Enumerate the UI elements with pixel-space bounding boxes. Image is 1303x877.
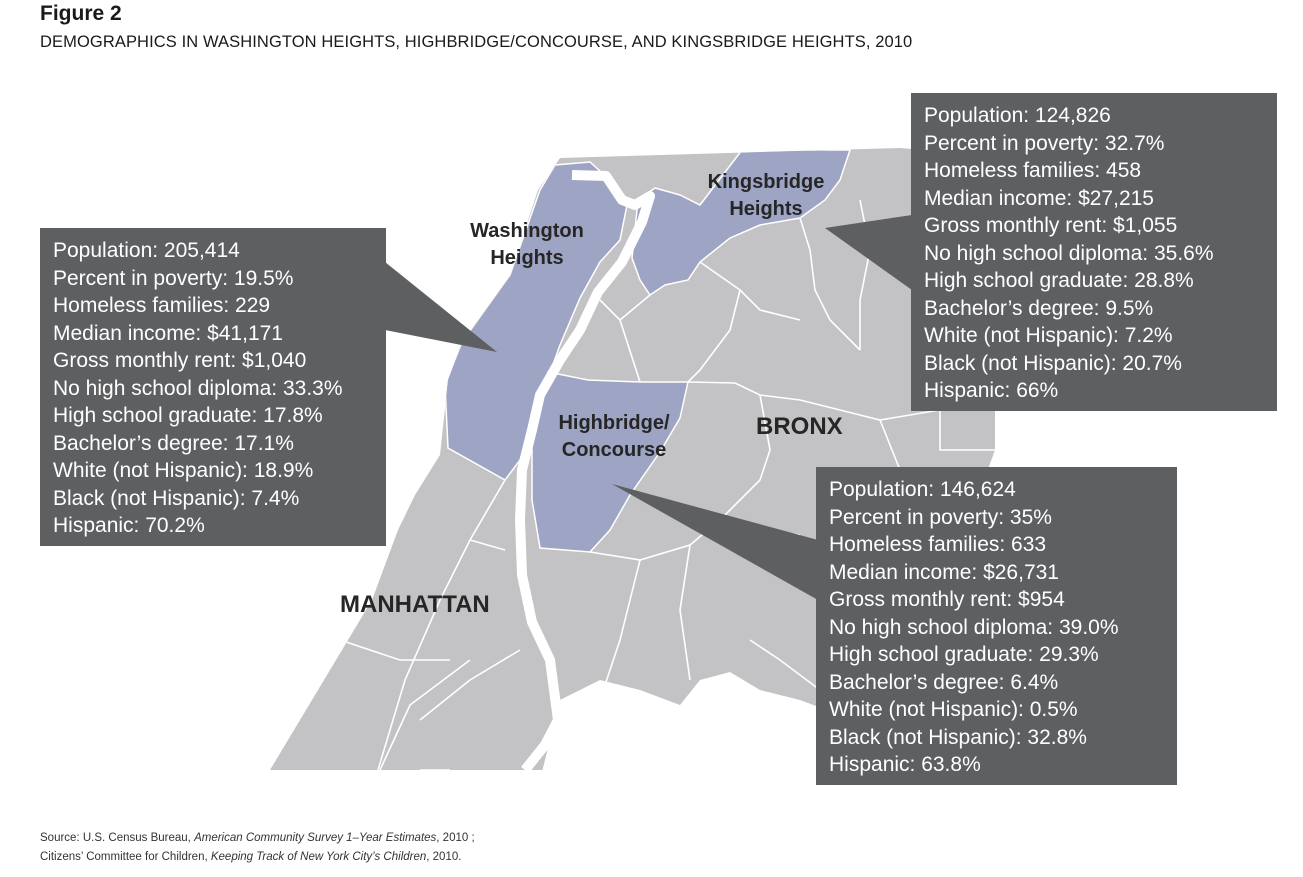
callout-row: Homeless families: 633 <box>829 533 1047 556</box>
highbridge-concourse-label-line-2: Concourse <box>561 439 667 461</box>
source-line-2 <box>40 848 475 867</box>
callout-row: Bachelor’s degree: 9.5% <box>924 296 1154 320</box>
figure-label: Figure 2 <box>40 2 122 25</box>
callout-row: Gross monthly rent: $954 <box>829 588 1065 611</box>
highbridge-concourse-label <box>540 410 688 464</box>
callout-row: Median income: $41,171 <box>53 321 283 345</box>
kingsbridge-heights-label-line-1: Kingsbridge <box>707 171 825 193</box>
highbridge-concourse-callout <box>816 467 1177 785</box>
callout-row: Population: 124,826 <box>924 104 1111 127</box>
callout-row: Homeless families: 458 <box>924 159 1142 182</box>
kingsbridge-heights-label <box>692 169 840 223</box>
callout-row: Homeless families: 229 <box>53 294 271 317</box>
kingsbridge-heights-callout <box>911 93 1277 411</box>
callout-row: White (not Hispanic): 7.2% <box>924 324 1173 347</box>
source-line-1-title: American Community Survey 1–Year Estimates <box>194 832 437 844</box>
callout-row: White (not Hispanic): 0.5% <box>829 698 1078 721</box>
callout-row: Gross monthly rent: $1,040 <box>53 349 307 372</box>
kingsbridge-heights-label-line-2: Heights <box>729 198 803 220</box>
callout-row: No high school diploma: 33.3% <box>53 376 343 400</box>
highbridge-concourse-label-line-1: Highbridge/ <box>558 412 670 434</box>
washington-heights-callout <box>40 228 386 546</box>
bronx-label: BRONX <box>756 413 843 440</box>
callout-row: Population: 205,414 <box>53 239 240 262</box>
callout-row: Hispanic: 70.2% <box>53 514 205 537</box>
figure-title: DEMOGRAPHICS IN WASHINGTON HEIGHTS, HIGHBRIDGE/CONCOURSE, AND KINGSBRIDGE HEIGHTS, 2010 <box>40 33 913 51</box>
manhattan-label: MANHATTAN <box>340 591 490 618</box>
callout-row: No high school diploma: 39.0% <box>829 615 1119 639</box>
callout-row: Bachelor’s degree: 17.1% <box>53 431 294 455</box>
washington-heights-label-line-2: Heights <box>490 247 564 269</box>
callout-row: High school graduate: 29.3% <box>829 643 1099 666</box>
callout-row: Percent in poverty: 32.7% <box>924 131 1165 155</box>
callout-row: High school graduate: 17.8% <box>53 404 323 427</box>
source-line-1 <box>40 829 475 848</box>
washington-heights-label-line-1: Washington <box>470 220 584 242</box>
callout-row: Percent in poverty: 19.5% <box>53 266 294 290</box>
callout-row: White (not Hispanic): 18.9% <box>53 459 314 482</box>
washington-heights-label <box>453 218 601 272</box>
callout-row: Gross monthly rent: $1,055 <box>924 214 1178 237</box>
callout-row: Black (not Hispanic): 20.7% <box>924 351 1182 375</box>
source-line-2-suffix: , 2010. <box>426 851 462 863</box>
source-line-1-suffix: , 2010 ; <box>436 832 475 844</box>
callout-row: Hispanic: 63.8% <box>829 753 981 776</box>
source-line-1-prefix: Source: U.S. Census Bureau, <box>40 832 195 844</box>
callout-row: Black (not Hispanic): 7.4% <box>53 486 300 510</box>
callout-row: Percent in poverty: 35% <box>829 505 1052 529</box>
source-line-2-prefix: Citizens’ Committee for Children, <box>40 851 211 863</box>
callout-row: No high school diploma: 35.6% <box>924 241 1214 265</box>
callout-row: Population: 146,624 <box>829 478 1016 501</box>
callout-row: Median income: $27,215 <box>924 186 1154 210</box>
source-line-2-title: Keeping Track of New York City’s Children <box>210 851 427 863</box>
callout-row: Hispanic: 66% <box>924 379 1059 402</box>
callout-row: Bachelor’s degree: 6.4% <box>829 670 1059 694</box>
callout-row: High school graduate: 28.8% <box>924 269 1194 292</box>
callout-row: Black (not Hispanic): 32.8% <box>829 725 1087 749</box>
callout-row: Median income: $26,731 <box>829 560 1059 584</box>
source-note <box>40 829 475 867</box>
